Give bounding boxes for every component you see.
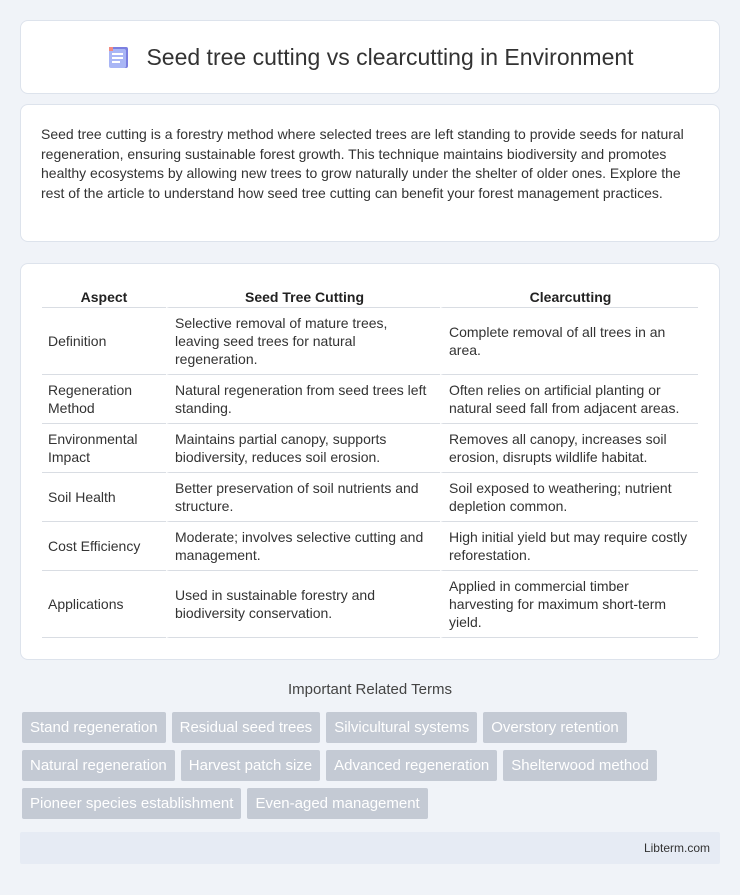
row-clearcut: High initial yield but may require costly reforestation. — [440, 522, 698, 571]
term-chip[interactable]: Pioneer species establishment — [22, 788, 241, 819]
footer — [20, 832, 720, 864]
row-seed-tree: Moderate; involves selective cutting and management. — [166, 522, 440, 571]
document-icon — [106, 44, 132, 70]
row-seed-tree: Selective removal of mature trees, leaving seed trees for natural regeneration. — [166, 308, 440, 375]
term-chip[interactable]: Shelterwood method — [503, 750, 657, 781]
table-row — [42, 522, 698, 571]
table-header-row — [42, 286, 698, 308]
table-row — [42, 308, 698, 375]
row-seed-tree: Used in sustainable forestry and biodiversity conservation. — [166, 571, 440, 638]
term-chip[interactable]: Harvest patch size — [181, 750, 320, 781]
comparison-table — [42, 286, 698, 638]
row-clearcut: Often relies on artificial planting or natural seed fall from adjacent areas. — [440, 375, 698, 424]
table-row — [42, 424, 698, 473]
table-row — [42, 375, 698, 424]
row-seed-tree: Better preservation of soil nutrients and structure. — [166, 473, 440, 522]
title-card — [20, 20, 720, 94]
row-clearcut: Complete removal of all trees in an area. — [440, 308, 698, 375]
row-aspect: Applications — [42, 571, 166, 638]
term-chip[interactable]: Even-aged management — [247, 788, 427, 819]
comparison-card — [20, 263, 720, 660]
term-chip[interactable]: Advanced regeneration — [326, 750, 497, 781]
footer-site-link[interactable]: Libterm.com — [643, 841, 710, 855]
intro-card — [20, 104, 720, 242]
row-aspect: Regeneration Method — [42, 375, 166, 424]
term-chip[interactable]: Residual seed trees — [172, 712, 321, 743]
related-terms-heading: Important Related Terms — [288, 681, 452, 698]
table-row — [42, 571, 698, 638]
related-terms-list — [22, 712, 722, 819]
header-aspect: Aspect — [42, 286, 166, 308]
intro-paragraph: Seed tree cutting is a forestry method where selected trees are left standing to provide seeds for natural regeneration, ensuring sustainable forest growth. This technique maintains biodiversity and promotes healthy ecosystems by allowing new trees to grow naturally under the shelter of older ones. Explore the rest of the article to understand how seed tree cutting can benefit your forest management practices. — [41, 126, 684, 201]
page-title: Seed tree cutting vs clearcutting in Environment — [146, 43, 634, 70]
row-seed-tree: Natural regeneration from seed trees left standing. — [166, 375, 440, 424]
term-chip[interactable]: Overstory retention — [483, 712, 627, 743]
row-seed-tree: Maintains partial canopy, supports biodiversity, reduces soil erosion. — [166, 424, 440, 473]
page-title-wrap — [106, 44, 633, 71]
term-chip[interactable]: Natural regeneration — [22, 750, 175, 781]
row-aspect: Environmental Impact — [42, 424, 166, 473]
term-chip[interactable]: Stand regeneration — [22, 712, 166, 743]
row-clearcut: Removes all canopy, increases soil erosion, disrupts wildlife habitat. — [440, 424, 698, 473]
row-clearcut: Applied in commercial timber harvesting for maximum short-term yield. — [440, 571, 698, 638]
term-chip[interactable]: Silvicultural systems — [326, 712, 477, 743]
row-aspect: Definition — [42, 308, 166, 375]
row-clearcut: Soil exposed to weathering; nutrient depletion common. — [440, 473, 698, 522]
table-row — [42, 473, 698, 522]
header-clearcutting: Clearcutting — [440, 286, 698, 308]
header-seed-tree-cutting: Seed Tree Cutting — [166, 286, 440, 308]
row-aspect: Soil Health — [42, 473, 166, 522]
row-aspect: Cost Efficiency — [42, 522, 166, 571]
